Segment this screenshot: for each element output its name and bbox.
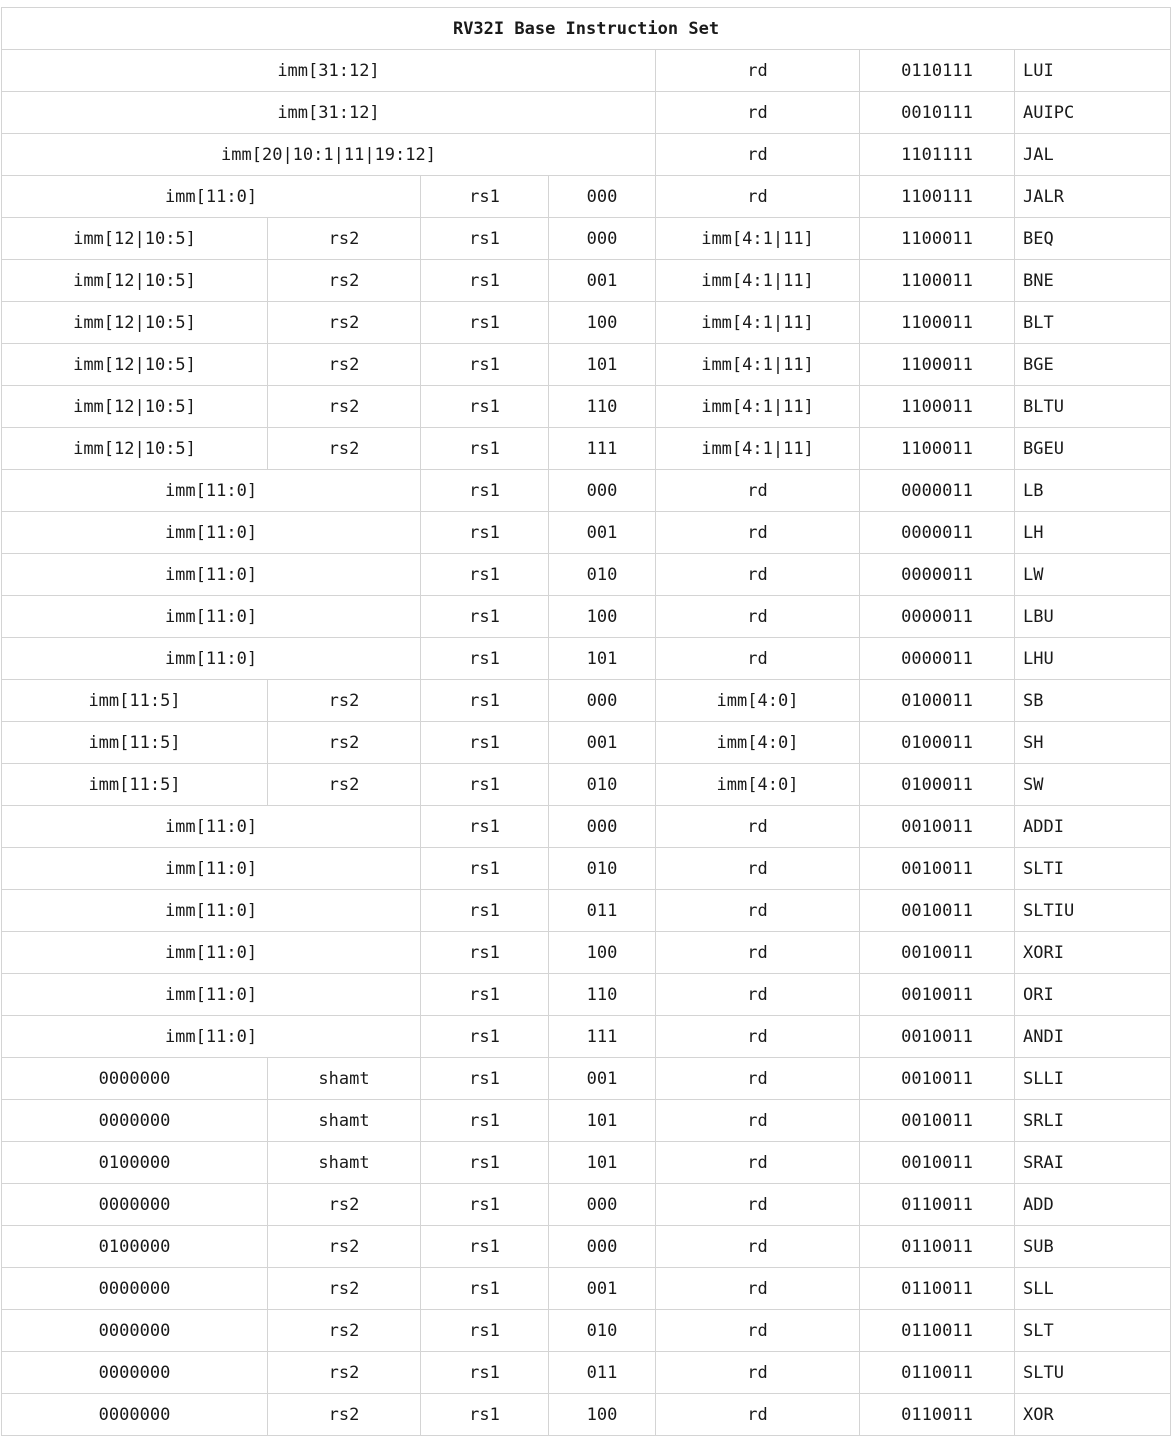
encoding-field-cell: rd xyxy=(656,134,860,176)
encoding-field-cell: rs2 xyxy=(268,722,421,764)
encoding-field-cell: 101 xyxy=(549,638,656,680)
encoding-field-cell: rd xyxy=(656,470,860,512)
encoding-field-cell: shamt xyxy=(268,1100,421,1142)
encoding-field-cell: 010 xyxy=(549,554,656,596)
encoding-field-cell: 0100011 xyxy=(860,680,1015,722)
encoding-field-cell: imm[11:0] xyxy=(2,932,421,974)
table-row xyxy=(2,512,1171,554)
table-row xyxy=(2,974,1171,1016)
encoding-field-cell: 001 xyxy=(549,722,656,764)
encoding-field-cell: rd xyxy=(656,890,860,932)
mnemonic-cell: ANDI xyxy=(1015,1016,1171,1058)
encoding-field-cell: imm[31:12] xyxy=(2,50,656,92)
encoding-field-cell: rs1 xyxy=(421,1394,549,1436)
encoding-field-cell: imm[4:1|11] xyxy=(656,428,860,470)
encoding-field-cell: 000 xyxy=(549,680,656,722)
table-row xyxy=(2,1226,1171,1268)
encoding-field-cell: imm[11:0] xyxy=(2,176,421,218)
encoding-field-cell: rs1 xyxy=(421,974,549,1016)
encoding-field-cell: 001 xyxy=(549,512,656,554)
mnemonic-cell: ORI xyxy=(1015,974,1171,1016)
table-row xyxy=(2,1058,1171,1100)
table-row xyxy=(2,386,1171,428)
encoding-field-cell: rs2 xyxy=(268,386,421,428)
encoding-field-cell: rd xyxy=(656,1184,860,1226)
instruction-rows xyxy=(2,50,1171,1436)
table-row xyxy=(2,92,1171,134)
encoding-field-cell: rs2 xyxy=(268,218,421,260)
encoding-field-cell: rs2 xyxy=(268,302,421,344)
encoding-field-cell: 0110011 xyxy=(860,1268,1015,1310)
encoding-field-cell: imm[12|10:5] xyxy=(2,344,268,386)
mnemonic-cell: ADDI xyxy=(1015,806,1171,848)
encoding-field-cell: 1100011 xyxy=(860,302,1015,344)
encoding-field-cell: rd xyxy=(656,806,860,848)
encoding-field-cell: 001 xyxy=(549,260,656,302)
encoding-field-cell: rs1 xyxy=(421,260,549,302)
encoding-field-cell: imm[11:0] xyxy=(2,638,421,680)
encoding-field-cell: rs2 xyxy=(268,1310,421,1352)
mnemonic-cell: SLLI xyxy=(1015,1058,1171,1100)
table-row xyxy=(2,1016,1171,1058)
mnemonic-cell: SLTI xyxy=(1015,848,1171,890)
table-row xyxy=(2,134,1171,176)
encoding-field-cell: rs1 xyxy=(421,302,549,344)
encoding-field-cell: 001 xyxy=(549,1268,656,1310)
encoding-field-cell: imm[11:0] xyxy=(2,596,421,638)
encoding-field-cell: rs2 xyxy=(268,680,421,722)
encoding-field-cell: 111 xyxy=(549,1016,656,1058)
table-row xyxy=(2,218,1171,260)
encoding-field-cell: rs2 xyxy=(268,1226,421,1268)
encoding-field-cell: imm[12|10:5] xyxy=(2,428,268,470)
encoding-field-cell: rd xyxy=(656,1058,860,1100)
encoding-field-cell: rd xyxy=(656,848,860,890)
encoding-field-cell: rs2 xyxy=(268,1268,421,1310)
encoding-field-cell: 0000000 xyxy=(2,1268,268,1310)
table-row xyxy=(2,470,1171,512)
table-row xyxy=(2,1394,1171,1436)
encoding-field-cell: 0110011 xyxy=(860,1352,1015,1394)
encoding-field-cell: 0100000 xyxy=(2,1142,268,1184)
encoding-field-cell: imm[11:0] xyxy=(2,470,421,512)
table-row xyxy=(2,1142,1171,1184)
encoding-field-cell: rd xyxy=(656,50,860,92)
encoding-field-cell: rd xyxy=(656,596,860,638)
table-row xyxy=(2,1184,1171,1226)
encoding-field-cell: 101 xyxy=(549,1142,656,1184)
encoding-field-cell: 100 xyxy=(549,302,656,344)
mnemonic-cell: BNE xyxy=(1015,260,1171,302)
encoding-field-cell: rd xyxy=(656,92,860,134)
encoding-field-cell: 1101111 xyxy=(860,134,1015,176)
encoding-field-cell: 000 xyxy=(549,1184,656,1226)
encoding-field-cell: rs1 xyxy=(421,218,549,260)
encoding-field-cell: rs1 xyxy=(421,428,549,470)
encoding-field-cell: rs1 xyxy=(421,470,549,512)
table-title-row xyxy=(2,8,1171,50)
encoding-field-cell: rd xyxy=(656,1016,860,1058)
mnemonic-cell: SRLI xyxy=(1015,1100,1171,1142)
encoding-field-cell: rs1 xyxy=(421,680,549,722)
table-row xyxy=(2,848,1171,890)
encoding-field-cell: rs2 xyxy=(268,1394,421,1436)
mnemonic-cell: JAL xyxy=(1015,134,1171,176)
table-row xyxy=(2,260,1171,302)
encoding-field-cell: imm[12|10:5] xyxy=(2,386,268,428)
encoding-field-cell: rs1 xyxy=(421,386,549,428)
mnemonic-cell: BLTU xyxy=(1015,386,1171,428)
encoding-field-cell: imm[11:0] xyxy=(2,1016,421,1058)
encoding-field-cell: 000 xyxy=(549,806,656,848)
encoding-field-cell: imm[11:5] xyxy=(2,722,268,764)
encoding-field-cell: 110 xyxy=(549,974,656,1016)
mnemonic-cell: BGE xyxy=(1015,344,1171,386)
encoding-field-cell: 0000000 xyxy=(2,1394,268,1436)
encoding-field-cell: rs1 xyxy=(421,638,549,680)
encoding-field-cell: rs1 xyxy=(421,1142,549,1184)
encoding-field-cell: rs1 xyxy=(421,722,549,764)
encoding-field-cell: imm[4:1|11] xyxy=(656,302,860,344)
table-row xyxy=(2,596,1171,638)
table-row xyxy=(2,302,1171,344)
encoding-field-cell: 010 xyxy=(549,848,656,890)
encoding-field-cell: 0010011 xyxy=(860,1142,1015,1184)
encoding-field-cell: rs1 xyxy=(421,932,549,974)
encoding-field-cell: rs1 xyxy=(421,1016,549,1058)
encoding-field-cell: 0110011 xyxy=(860,1310,1015,1352)
encoding-field-cell: 0110111 xyxy=(860,50,1015,92)
mnemonic-cell: SRAI xyxy=(1015,1142,1171,1184)
encoding-field-cell: rd xyxy=(656,512,860,554)
encoding-field-cell: 0100011 xyxy=(860,722,1015,764)
encoding-field-cell: rs1 xyxy=(421,1100,549,1142)
encoding-field-cell: 0110011 xyxy=(860,1226,1015,1268)
mnemonic-cell: BEQ xyxy=(1015,218,1171,260)
instruction-set-table xyxy=(1,7,1171,1436)
mnemonic-cell: LB xyxy=(1015,470,1171,512)
encoding-field-cell: 0110011 xyxy=(860,1394,1015,1436)
encoding-field-cell: imm[11:5] xyxy=(2,764,268,806)
encoding-field-cell: 0110011 xyxy=(860,1184,1015,1226)
encoding-field-cell: 010 xyxy=(549,764,656,806)
encoding-field-cell: imm[4:0] xyxy=(656,680,860,722)
encoding-field-cell: imm[4:0] xyxy=(656,764,860,806)
encoding-field-cell: rd xyxy=(656,1310,860,1352)
encoding-field-cell: 001 xyxy=(549,1058,656,1100)
table-row xyxy=(2,1352,1171,1394)
encoding-field-cell: imm[11:0] xyxy=(2,890,421,932)
encoding-field-cell: imm[12|10:5] xyxy=(2,260,268,302)
encoding-field-cell: rs1 xyxy=(421,1058,549,1100)
encoding-field-cell: 0000000 xyxy=(2,1100,268,1142)
encoding-field-cell: 1100011 xyxy=(860,218,1015,260)
encoding-field-cell: rs2 xyxy=(268,1184,421,1226)
table-row xyxy=(2,50,1171,92)
table-row xyxy=(2,764,1171,806)
encoding-field-cell: 0000011 xyxy=(860,596,1015,638)
encoding-field-cell: rd xyxy=(656,974,860,1016)
encoding-field-cell: rs1 xyxy=(421,1184,549,1226)
mnemonic-cell: SH xyxy=(1015,722,1171,764)
encoding-field-cell: rd xyxy=(656,1352,860,1394)
encoding-field-cell: imm[11:0] xyxy=(2,806,421,848)
mnemonic-cell: XORI xyxy=(1015,932,1171,974)
encoding-field-cell: rs1 xyxy=(421,890,549,932)
encoding-field-cell: rd xyxy=(656,1226,860,1268)
encoding-field-cell: 0010011 xyxy=(860,1058,1015,1100)
encoding-field-cell: 100 xyxy=(549,932,656,974)
encoding-field-cell: rs1 xyxy=(421,512,549,554)
encoding-field-cell: 0000011 xyxy=(860,554,1015,596)
table-row xyxy=(2,1268,1171,1310)
mnemonic-cell: LHU xyxy=(1015,638,1171,680)
encoding-field-cell: 101 xyxy=(549,1100,656,1142)
encoding-field-cell: imm[31:12] xyxy=(2,92,656,134)
encoding-field-cell: 111 xyxy=(549,428,656,470)
mnemonic-cell: LBU xyxy=(1015,596,1171,638)
encoding-field-cell: rs1 xyxy=(421,764,549,806)
table-title: RV32I Base Instruction Set xyxy=(2,8,1171,50)
encoding-field-cell: rs1 xyxy=(421,1352,549,1394)
encoding-field-cell: imm[4:1|11] xyxy=(656,344,860,386)
mnemonic-cell: LH xyxy=(1015,512,1171,554)
encoding-field-cell: imm[12|10:5] xyxy=(2,302,268,344)
encoding-field-cell: imm[11:0] xyxy=(2,554,421,596)
encoding-field-cell: 011 xyxy=(549,890,656,932)
table-row xyxy=(2,428,1171,470)
encoding-field-cell: imm[4:1|11] xyxy=(656,386,860,428)
encoding-field-cell: imm[20|10:1|11|19:12] xyxy=(2,134,656,176)
table-row xyxy=(2,554,1171,596)
encoding-field-cell: 0000011 xyxy=(860,470,1015,512)
table-row xyxy=(2,1310,1171,1352)
encoding-field-cell: 0000000 xyxy=(2,1310,268,1352)
encoding-field-cell: rs1 xyxy=(421,554,549,596)
table-row xyxy=(2,890,1171,932)
encoding-field-cell: 0000000 xyxy=(2,1184,268,1226)
encoding-field-cell: rs1 xyxy=(421,848,549,890)
encoding-field-cell: imm[11:0] xyxy=(2,512,421,554)
mnemonic-cell: LUI xyxy=(1015,50,1171,92)
encoding-field-cell: rd xyxy=(656,932,860,974)
encoding-field-cell: imm[12|10:5] xyxy=(2,218,268,260)
encoding-field-cell: 100 xyxy=(549,596,656,638)
encoding-field-cell: rs1 xyxy=(421,1310,549,1352)
mnemonic-cell: BGEU xyxy=(1015,428,1171,470)
encoding-field-cell: rs1 xyxy=(421,596,549,638)
encoding-field-cell: rs2 xyxy=(268,428,421,470)
encoding-field-cell: rs1 xyxy=(421,1226,549,1268)
table-row xyxy=(2,344,1171,386)
encoding-field-cell: rd xyxy=(656,1268,860,1310)
encoding-field-cell: 010 xyxy=(549,1310,656,1352)
mnemonic-cell: AUIPC xyxy=(1015,92,1171,134)
encoding-field-cell: rd xyxy=(656,554,860,596)
table-row xyxy=(2,1100,1171,1142)
encoding-field-cell: 0000011 xyxy=(860,638,1015,680)
encoding-field-cell: 011 xyxy=(549,1352,656,1394)
encoding-field-cell: 0100011 xyxy=(860,764,1015,806)
encoding-field-cell: rs2 xyxy=(268,260,421,302)
encoding-field-cell: shamt xyxy=(268,1142,421,1184)
encoding-field-cell: rs2 xyxy=(268,764,421,806)
table-row xyxy=(2,638,1171,680)
table-row xyxy=(2,176,1171,218)
encoding-field-cell: rs1 xyxy=(421,1268,549,1310)
encoding-field-cell: 1100011 xyxy=(860,344,1015,386)
encoding-field-cell: 110 xyxy=(549,386,656,428)
encoding-field-cell: rd xyxy=(656,176,860,218)
encoding-field-cell: imm[11:0] xyxy=(2,848,421,890)
encoding-field-cell: imm[4:1|11] xyxy=(656,218,860,260)
encoding-field-cell: 0100000 xyxy=(2,1226,268,1268)
mnemonic-cell: SLT xyxy=(1015,1310,1171,1352)
mnemonic-cell: LW xyxy=(1015,554,1171,596)
encoding-field-cell: 0000011 xyxy=(860,512,1015,554)
encoding-field-cell: rd xyxy=(656,638,860,680)
encoding-field-cell: rd xyxy=(656,1142,860,1184)
encoding-field-cell: 0010011 xyxy=(860,1100,1015,1142)
encoding-field-cell: shamt xyxy=(268,1058,421,1100)
encoding-field-cell: 000 xyxy=(549,176,656,218)
encoding-field-cell: 1100111 xyxy=(860,176,1015,218)
mnemonic-cell: SW xyxy=(1015,764,1171,806)
encoding-field-cell: 1100011 xyxy=(860,260,1015,302)
mnemonic-cell: SUB xyxy=(1015,1226,1171,1268)
encoding-field-cell: imm[11:0] xyxy=(2,974,421,1016)
encoding-field-cell: rs1 xyxy=(421,176,549,218)
encoding-field-cell: 101 xyxy=(549,344,656,386)
encoding-field-cell: 000 xyxy=(549,218,656,260)
encoding-field-cell: 1100011 xyxy=(860,428,1015,470)
encoding-field-cell: 0010011 xyxy=(860,890,1015,932)
encoding-field-cell: 0000000 xyxy=(2,1058,268,1100)
mnemonic-cell: JALR xyxy=(1015,176,1171,218)
mnemonic-cell: ADD xyxy=(1015,1184,1171,1226)
table-row xyxy=(2,722,1171,764)
encoding-field-cell: 0000000 xyxy=(2,1352,268,1394)
encoding-field-cell: 0010011 xyxy=(860,806,1015,848)
encoding-field-cell: rs1 xyxy=(421,806,549,848)
encoding-field-cell: rs2 xyxy=(268,1352,421,1394)
encoding-field-cell: rs2 xyxy=(268,344,421,386)
encoding-field-cell: 000 xyxy=(549,1226,656,1268)
encoding-field-cell: 0010011 xyxy=(860,1016,1015,1058)
mnemonic-cell: XOR xyxy=(1015,1394,1171,1436)
mnemonic-cell: SLTIU xyxy=(1015,890,1171,932)
encoding-field-cell: 0010011 xyxy=(860,974,1015,1016)
encoding-field-cell: rd xyxy=(656,1100,860,1142)
encoding-field-cell: 000 xyxy=(549,470,656,512)
encoding-field-cell: rs1 xyxy=(421,344,549,386)
mnemonic-cell: SLTU xyxy=(1015,1352,1171,1394)
table-row xyxy=(2,680,1171,722)
encoding-field-cell: 100 xyxy=(549,1394,656,1436)
table-row xyxy=(2,806,1171,848)
table-row xyxy=(2,932,1171,974)
encoding-field-cell: imm[4:0] xyxy=(656,722,860,764)
mnemonic-cell: SLL xyxy=(1015,1268,1171,1310)
encoding-field-cell: imm[4:1|11] xyxy=(656,260,860,302)
encoding-field-cell: rd xyxy=(656,1394,860,1436)
encoding-field-cell: 0010011 xyxy=(860,932,1015,974)
mnemonic-cell: SB xyxy=(1015,680,1171,722)
encoding-field-cell: 1100011 xyxy=(860,386,1015,428)
encoding-field-cell: 0010111 xyxy=(860,92,1015,134)
mnemonic-cell: BLT xyxy=(1015,302,1171,344)
encoding-field-cell: 0010011 xyxy=(860,848,1015,890)
encoding-field-cell: imm[11:5] xyxy=(2,680,268,722)
